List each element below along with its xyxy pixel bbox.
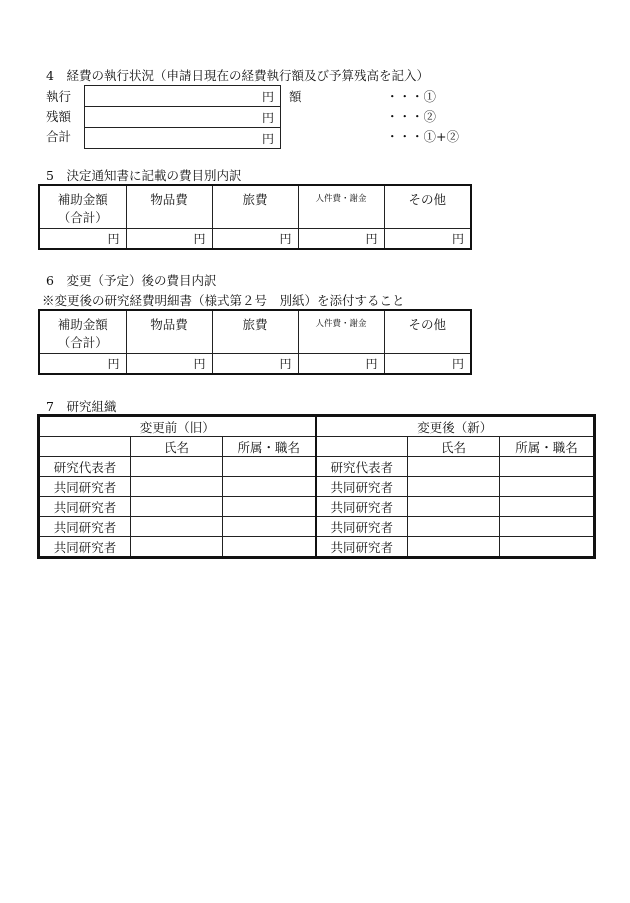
before-role: 研究代表者 bbox=[39, 457, 131, 477]
after-affil-cell[interactable] bbox=[500, 517, 595, 537]
s6-header-travel: 旅費 bbox=[212, 310, 298, 354]
s6-header-personnel: 人件費・謝金 bbox=[298, 310, 384, 354]
after-name-cell[interactable] bbox=[408, 537, 500, 558]
s5-header-goods: 物品費 bbox=[126, 185, 212, 229]
s6-value-travel[interactable]: 円 bbox=[212, 354, 298, 375]
amount-side-label: 額 bbox=[289, 89, 302, 104]
before-name-cell[interactable] bbox=[131, 457, 223, 477]
before-affil-cell[interactable] bbox=[223, 537, 316, 558]
total-note: ・・・①+② bbox=[386, 129, 459, 144]
after-name-cell[interactable] bbox=[408, 477, 500, 497]
before-role: 共同研究者 bbox=[39, 517, 131, 537]
remain-unit: 円 bbox=[261, 111, 274, 125]
before-role: 共同研究者 bbox=[39, 477, 131, 497]
before-name-cell[interactable] bbox=[131, 497, 223, 517]
before-name-cell[interactable] bbox=[131, 537, 223, 558]
remain-label: 残額 bbox=[46, 109, 72, 124]
after-role: 共同研究者 bbox=[316, 477, 408, 497]
section6-heading: 6 変更（予定）後の費目内訳 bbox=[46, 273, 217, 288]
before-name-cell[interactable] bbox=[131, 477, 223, 497]
s6-value-subsidy[interactable]: 円 bbox=[39, 354, 126, 375]
before-name-col: 氏名 bbox=[131, 437, 223, 457]
s5-value-personnel[interactable]: 円 bbox=[298, 229, 384, 250]
after-role: 研究代表者 bbox=[316, 457, 408, 477]
total-label: 合計 bbox=[46, 129, 72, 144]
exec-label: 執行 bbox=[46, 89, 72, 104]
after-role: 共同研究者 bbox=[316, 517, 408, 537]
s6-header-other: その他 bbox=[384, 310, 471, 354]
after-name-col: 氏名 bbox=[408, 437, 500, 457]
section6-note: ※変更後の研究経費明細書（様式第２号 別紙）を添付すること bbox=[42, 293, 405, 308]
before-affil-col: 所属・職名 bbox=[223, 437, 316, 457]
after-affil-cell[interactable] bbox=[500, 537, 595, 558]
before-affil-cell[interactable] bbox=[223, 477, 316, 497]
s6-value-goods[interactable]: 円 bbox=[126, 354, 212, 375]
section6-table bbox=[38, 309, 472, 375]
s6-header-goods: 物品費 bbox=[126, 310, 212, 354]
s5-value-travel[interactable]: 円 bbox=[212, 229, 298, 250]
s5-value-subsidy[interactable]: 円 bbox=[39, 229, 126, 250]
remain-note: ・・・② bbox=[386, 109, 437, 124]
total-amount-field[interactable] bbox=[84, 127, 281, 149]
section5-heading: 5 決定通知書に記載の費目別内訳 bbox=[46, 168, 242, 183]
exec-unit: 円 bbox=[261, 90, 274, 104]
before-role: 共同研究者 bbox=[39, 497, 131, 517]
s6-value-personnel[interactable]: 円 bbox=[298, 354, 384, 375]
s5-value-other[interactable]: 円 bbox=[384, 229, 471, 250]
after-affil-cell[interactable] bbox=[500, 477, 595, 497]
after-role: 共同研究者 bbox=[316, 537, 408, 558]
s5-header-subsidy: 補助金額 （合計） bbox=[39, 185, 126, 229]
before-affil-cell[interactable] bbox=[223, 517, 316, 537]
after-affil-cell[interactable] bbox=[500, 457, 595, 477]
before-role-col bbox=[39, 437, 131, 457]
before-affil-cell[interactable] bbox=[223, 497, 316, 517]
s5-header-other: その他 bbox=[384, 185, 471, 229]
after-role: 共同研究者 bbox=[316, 497, 408, 517]
before-role: 共同研究者 bbox=[39, 537, 131, 558]
exec-amount-field[interactable] bbox=[84, 85, 281, 107]
total-unit: 円 bbox=[261, 132, 274, 146]
after-role-col bbox=[316, 437, 408, 457]
s5-value-goods[interactable]: 円 bbox=[126, 229, 212, 250]
s6-header-subsidy: 補助金額 （合計） bbox=[39, 310, 126, 354]
s5-header-travel: 旅費 bbox=[212, 185, 298, 229]
before-header: 変更前（旧） bbox=[39, 416, 316, 437]
section7-table bbox=[37, 414, 596, 559]
after-affil-cell[interactable] bbox=[500, 497, 595, 517]
after-name-cell[interactable] bbox=[408, 497, 500, 517]
section5-table bbox=[38, 184, 472, 250]
section7-heading: 7 研究組織 bbox=[46, 399, 117, 414]
after-name-cell[interactable] bbox=[408, 517, 500, 537]
before-affil-cell[interactable] bbox=[223, 457, 316, 477]
s5-header-personnel: 人件費・謝金 bbox=[298, 185, 384, 229]
remain-amount-field[interactable] bbox=[84, 106, 281, 128]
s6-value-other[interactable]: 円 bbox=[384, 354, 471, 375]
before-name-cell[interactable] bbox=[131, 517, 223, 537]
after-name-cell[interactable] bbox=[408, 457, 500, 477]
after-affil-col: 所属・職名 bbox=[500, 437, 595, 457]
exec-note: ・・・① bbox=[386, 89, 437, 104]
after-header: 変更後（新） bbox=[316, 416, 595, 437]
section4-heading: 4 経費の執行状況（申請日現在の経費執行額及び予算残高を記入） bbox=[46, 68, 429, 83]
